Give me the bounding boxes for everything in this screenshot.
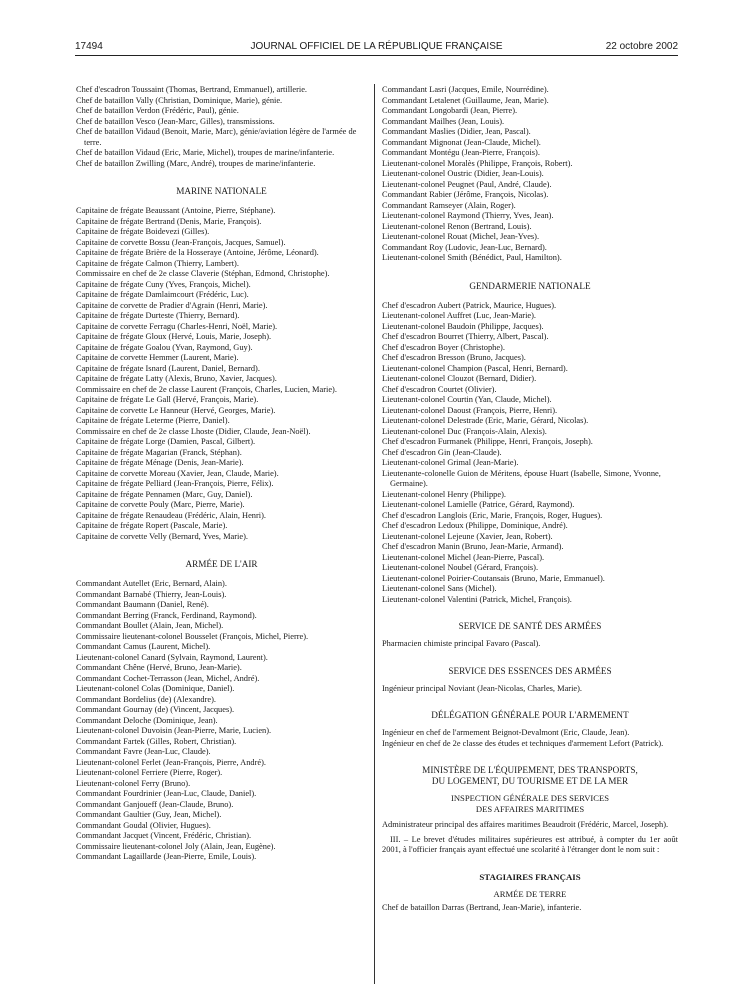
entry: Chef d'escadron Bourret (Thierry, Albert, Pascal). (382, 332, 549, 341)
entry: Lieutenant-colonel Courtin (Yan, Claude, Michel). (382, 395, 552, 404)
entry: Commandant Fartek (Gilles, Robert, Christian). (76, 736, 237, 746)
entry: Capitaine de corvette Pouly (Marc, Pierre, Marie). (76, 500, 245, 509)
entry: Capitaine de frégate Ménage (Denis, Jean-Marie). (76, 458, 244, 467)
entry: Chef de bataillon Vidaud (Benoit, Marie, Marc), génie/aviation légère de l'armée de terre. (76, 127, 357, 147)
section-heading-gendarmerie: GENDARMERIE NATIONALE (469, 280, 591, 291)
entry: Lieutenant-colonel Ferriere (Pierre, Roger). (76, 768, 223, 777)
entry: Chef d'escadron Gin (Jean-Claude). (382, 447, 502, 457)
entry: Chef d'escadron Aubert (Patrick, Maurice, Hugues). (382, 300, 557, 310)
entry: Lieutenant-colonel Ferlet (Jean-François, Pierre, André). (76, 757, 266, 767)
heading-line: DES AFFAIRES MARITIMES (475, 803, 585, 814)
gendarmerie-list (382, 301, 678, 606)
entry: Commandant Ramseyer (Alain, Roger). (382, 200, 516, 210)
entry: Capitaine de corvette Moreau (Xavier, Jean, Claude, Marie). (76, 468, 279, 478)
entry: Commandant Letalenet (Guillaume, Jean, Marie). (382, 95, 549, 105)
entry: Capitaine de frégate Damlaimcourt (Frédéric, Luc). (76, 290, 249, 299)
air-continued-list (382, 85, 678, 264)
entry: Lieutenant-colonel Noubel (Gérard, François). (382, 563, 539, 572)
entry: Lieutenant-colonel Canard (Sylvain, Raymond, Laurent). (76, 652, 268, 662)
entry: Capitaine de frégate Isnard (Laurent, Daniel, Bernard). (76, 363, 260, 373)
section-heading-air: ARMÉE DE L'AIR (185, 559, 258, 569)
entry: Chef de bataillon Vidaud (Eric, Marie, Michel), troupes de marine/infanterie. (76, 148, 335, 157)
entry: Capitaine de frégate Boidevezi (Gilles). (76, 227, 210, 236)
entry: Capitaine de frégate Gloux (Hervé, Louis, Marie, Joseph). (76, 332, 272, 341)
entry: Lieutenant-colonel Michel (Jean-Pierre, Pascal). (382, 552, 545, 562)
stagiaires-list (382, 903, 678, 914)
entry: Capitaine de frégate Leterme (Pierre, Daniel). (76, 416, 230, 425)
entry: Lieutenant-colonel Delestrade (Eric, Marie, Gérard, Nicolas). (382, 416, 589, 425)
entry: Lieutenant-colonel Grimal (Jean-Marie). (382, 458, 519, 467)
section-heading-essences: SERVICE DES ESSENCES DES ARMÉES (448, 665, 612, 676)
entry: Commandant Lasri (Jacques, Emile, Nourrédine). (382, 85, 549, 94)
entry: Administrateur principal des affaires maritimes Beaudroit (Frédéric, Marcel, Joseph). (382, 820, 669, 829)
entry: Commandant Camus (Laurent, Michel). (76, 642, 211, 651)
entry: Chef de bataillon Vally (Christian, Dominique, Marie), génie. (76, 95, 283, 105)
article-iii-paragraph: III. – Le brevet d'études militaires supérieures est attribué, à compter du 1er août 2001, à l'officier français ayant effectué une scolarité à l'étranger dont le nom suit : (382, 834, 678, 854)
entry: Lieutenant-colonel Clouzot (Bernard, Didier). (382, 374, 537, 383)
entry: Lieutenant-colonel Oustric (Didier, Jean-Louis). (382, 169, 544, 178)
sante-list (382, 639, 678, 650)
entry: Capitaine de frégate Pennamen (Marc, Guy, Daniel). (76, 489, 253, 499)
entry: Commandant Boullet (Alain, Jean, Michel). (76, 621, 224, 630)
entry: Capitaine de frégate Pelliard (Jean-François, Pierre, Félix). (76, 479, 274, 488)
sub-heading-armee-de-terre: ARMÉE DE TERRE (493, 888, 567, 899)
entry: Capitaine de corvette Le Hanneur (Hervé, Georges, Marie). (76, 405, 276, 415)
entry: Chef d'escadron Manin (Bruno, Jean-Marie, Armand). (382, 542, 564, 551)
entry: Lieutenant-colonel Auffret (Luc, Jean-Marie). (382, 311, 537, 320)
entry: Commandant Autellet (Eric, Bernard, Alain). (76, 579, 227, 588)
entry: Commandant Mailhes (Jean, Louis). (382, 116, 505, 126)
journal-title: JOURNAL OFFICIEL DE LA RÉPUBLIQUE FRANÇAISE (250, 41, 503, 52)
entry: Lieutenant-colonel Duc (François-Alain, Alexis). (382, 426, 547, 436)
page-header (75, 41, 678, 55)
entry: Commandant Baumann (Daniel, René). (76, 600, 209, 609)
entry: Chef d'escadron Furmanek (Philippe, Henri, François, Joseph). (382, 437, 593, 446)
entry: Lieutenant-colonel Raymond (Thierry, Yves, Jean). (382, 211, 554, 220)
entry: Capitaine de frégate Latty (Alexis, Bruno, Xavier, Jacques). (76, 374, 277, 383)
entry: Capitaine de frégate Bertrand (Denis, Marie, François). (76, 216, 262, 226)
entry: Commandant Rabier (Jérôme, François, Nicolas). (382, 190, 549, 199)
equipement-list (382, 820, 678, 831)
heading-line: MINISTÈRE DE L'ÉQUIPEMENT, DES TRANSPORTS, (422, 765, 638, 775)
entry: Chef d'escadron Toussaint (Thomas, Bertrand, Emmanuel), artillerie. (76, 85, 308, 94)
entry: Commissaire en chef de 2e classe Claverie (Stéphan, Edmond, Christophe). (76, 269, 330, 278)
entry: Lieutenant-colonel Baudoin (Philippe, Jacques). (382, 321, 544, 331)
entry: Capitaine de corvette Ferragu (Charles-Henri, Noël, Marie). (76, 321, 278, 331)
entry: Lieutenant-colonel Colas (Dominique, Daniel). (76, 684, 235, 693)
entry: Lieutenant-colonel Smith (Bénédict, Paul, Hamilton). (382, 253, 562, 262)
entry: Commandant Deloche (Dominique, Jean). (76, 715, 218, 725)
entry: Chef d'escadron Boyer (Christophe). (382, 342, 505, 352)
entry: Commandant Fourdrinier (Jean-Luc, Claude, Daniel). (76, 789, 257, 798)
entry: Lieutenant-colonel Lamielle (Patrice, Gérard, Raymond). (382, 500, 575, 509)
column-divider (374, 84, 375, 984)
entry: Lieutenant-colonel Duvoisin (Jean-Pierre, Marie, Lucien). (76, 726, 272, 735)
entry: Chef d'escadron Bresson (Bruno, Jacques). (382, 353, 526, 362)
section-heading-marine: MARINE NATIONALE (176, 186, 267, 196)
entry: Commandant Jacquet (Vincent, Frédéric, Christian). (76, 831, 252, 840)
entry: Chef de bataillon Vesco (Jean-Marc, Gilles), transmissions. (76, 116, 275, 126)
entry: Commandant Goudal (Olivier, Hugues). (76, 820, 211, 830)
header-rule (75, 55, 678, 56)
entry: Lieutenant-colonel Moralès (Philippe, François, Robert). (382, 158, 573, 168)
entry: Chef d'escadron Langlois (Eric, Marie, François, Roger, Hugues). (382, 510, 603, 520)
entry: Capitaine de frégate Ropert (Pascale, Marie). (76, 521, 228, 530)
entry: Lieutenant-colonel Poirier-Coutansais (Bruno, Marie, Emmanuel). (382, 573, 605, 583)
publication-date: 22 octobre 2002 (605, 41, 678, 52)
entry: Chef de bataillon Darras (Bertrand, Jean-Marie), infanterie. (382, 903, 582, 912)
entry: Lieutenant-colonel Sans (Michel). (382, 584, 497, 593)
entry: Capitaine de frégate Cuny (Yves, François, Michel). (76, 279, 251, 289)
entry: Capitaine de frégate Lorge (Damien, Pascal, Gilbert). (76, 437, 256, 446)
entry: Commissaire en chef de 2e classe Laurent (François, Charles, Lucien, Marie). (76, 384, 337, 394)
entry: Lieutenant-colonel Henry (Philippe). (382, 489, 506, 499)
entry: Ingénieur principal Noviant (Jean-Nicolas, Charles, Marie). (382, 683, 582, 693)
entry: Capitaine de corvette Hemmer (Laurent, Marie). (76, 353, 239, 362)
entry: Lieutenant-colonel Rouat (Michel, Jean-Yves). (382, 232, 540, 241)
intro-list (76, 85, 367, 169)
entry: Commandant Berring (Franck, Ferdinand, Raymond). (76, 610, 257, 620)
entry: Capitaine de frégate Le Gall (Hervé, François, Marie). (76, 395, 259, 404)
entry: Capitaine de frégate Magarian (Franck, Stéphan). (76, 447, 242, 457)
entry: Chef d'escadron Courtet (Olivier). (382, 384, 497, 394)
entry: Commandant Gaultier (Guy, Jean, Michel). (76, 810, 222, 819)
entry: Commandant Lagaillarde (Jean-Pierre, Emile, Louis). (76, 852, 257, 861)
air-list (76, 579, 367, 863)
entry: Ingénieur en chef de l'armement Beignot-Devalmont (Eric, Claude, Jean). (382, 728, 630, 737)
entry: Capitaine de corvette Bossu (Jean-François, Jacques, Samuel). (76, 237, 286, 247)
entry: Commandant Bordelius (de) (Alexandre). (76, 694, 217, 704)
essences-list (382, 684, 678, 695)
entry: Commandant Longobardi (Jean, Pierre). (382, 106, 518, 115)
entry: Commandant Cochet-Terrasson (Jean, Michel, André). (76, 673, 260, 683)
right-column (382, 85, 678, 914)
entry: Lieutenant-colonel Valentini (Patrick, Michel, François). (382, 594, 572, 604)
entry: Lieutenant-colonel Ferry (Bruno). (76, 778, 191, 788)
entry: Commandant Barnabé (Thierry, Jean-Louis). (76, 589, 227, 599)
entry: Commissaire lieutenant-colonel Joly (Alain, Jean, Eugène). (76, 841, 276, 851)
entry: Commandant Maslies (Didier, Jean, Pascal). (382, 127, 531, 136)
marine-list (76, 206, 367, 542)
page-number: 17494 (75, 41, 103, 52)
entry: Ingénieur en chef de 2e classe des études et techniques d'armement Lefort (Patrick). (382, 738, 664, 748)
entry: Capitaine de corvette Velly (Bernard, Yves, Marie). (76, 531, 248, 541)
entry: Commandant Chêne (Hervé, Bruno, Jean-Marie). (76, 663, 242, 672)
entry: Lieutenant-colonel Peugnet (Paul, André, Claude). (382, 179, 552, 189)
entry: Commandant Gournay (de) (Vincent, Jacques). (76, 705, 235, 714)
entry: Capitaine de corvette de Pradier d'Agrain (Henri, Marie). (76, 300, 268, 310)
heading-line: INSPECTION GÉNÉRALE DES SERVICES (450, 793, 610, 803)
entry: Lieutenant-colonel Champion (Pascal, Henri, Bernard). (382, 363, 568, 373)
entry: Lieutenante-colonelle Guion de Méritens, épouse Huart (Isabelle, Simone, Yvonne, Germaine). (382, 468, 661, 488)
entry: Lieutenant-colonel Lejeune (Xavier, Jean, Robert). (382, 531, 553, 541)
entry: Chef de bataillon Verdon (Frédéric, Paul), génie. (76, 106, 239, 115)
entry: Capitaine de frégate Durteste (Thierry, Bernard). (76, 311, 240, 320)
sub-heading-inspection (382, 793, 678, 814)
section-heading-equipement (382, 765, 678, 787)
entry: Commandant Mignonat (Jean-Claude, Michel). (382, 137, 541, 147)
entry: Commissaire en chef de 2e classe Lhoste (Didier, Claude, Jean-Noël). (76, 426, 311, 436)
dga-list (382, 728, 678, 749)
entry: Commandant Roy (Ludovic, Jean-Luc, Bernard). (382, 242, 547, 252)
heading-line: DU LOGEMENT, DU TOURISME ET DE LA MER (431, 776, 629, 786)
entry: Lieutenant-colonel Renon (Bertrand, Louis). (382, 221, 532, 231)
left-column (76, 85, 367, 863)
entry: Chef de bataillon Zwilling (Marc, André), troupes de marine/infanterie. (76, 158, 316, 168)
entry: Commandant Favre (Jean-Luc, Claude). (76, 747, 211, 756)
entry: Capitaine de frégate Renaudeau (Frédéric, Alain, Henri). (76, 510, 266, 520)
entry: Pharmacien chimiste principal Favaro (Pascal). (382, 639, 541, 648)
entry: Commandant Montégu (Jean-Pierre, François). (382, 148, 540, 157)
entry: Lieutenant-colonel Daoust (François, Pierre, Henri). (382, 405, 558, 415)
entry: Capitaine de frégate Beaussant (Antoine, Pierre, Stéphane). (76, 206, 276, 215)
entry: Capitaine de frégate Calmon (Thierry, Lambert). (76, 258, 239, 268)
entry: Chef d'escadron Ledoux (Philippe, Dominique, André). (382, 521, 568, 530)
entry: Capitaine de frégate Brière de la Hosseraye (Antoine, Jérôme, Léonard). (76, 248, 319, 257)
section-heading-sante: SERVICE DE SANTÉ DES ARMÉES (458, 621, 602, 631)
entry: Commandant Ganjoueff (Jean-Claude, Bruno). (76, 799, 234, 809)
entry: Commissaire lieutenant-colonel Bousselet (François, Michel, Pierre). (76, 631, 309, 641)
section-heading-stagiaires: STAGIAIRES FRANÇAIS (479, 871, 581, 882)
entry: Capitaine de frégate Goalou (Yvan, Raymond, Guy). (76, 342, 253, 352)
section-heading-dga: DÉLÉGATION GÉNÉRALE POUR L'ARMEMENT (431, 710, 629, 720)
